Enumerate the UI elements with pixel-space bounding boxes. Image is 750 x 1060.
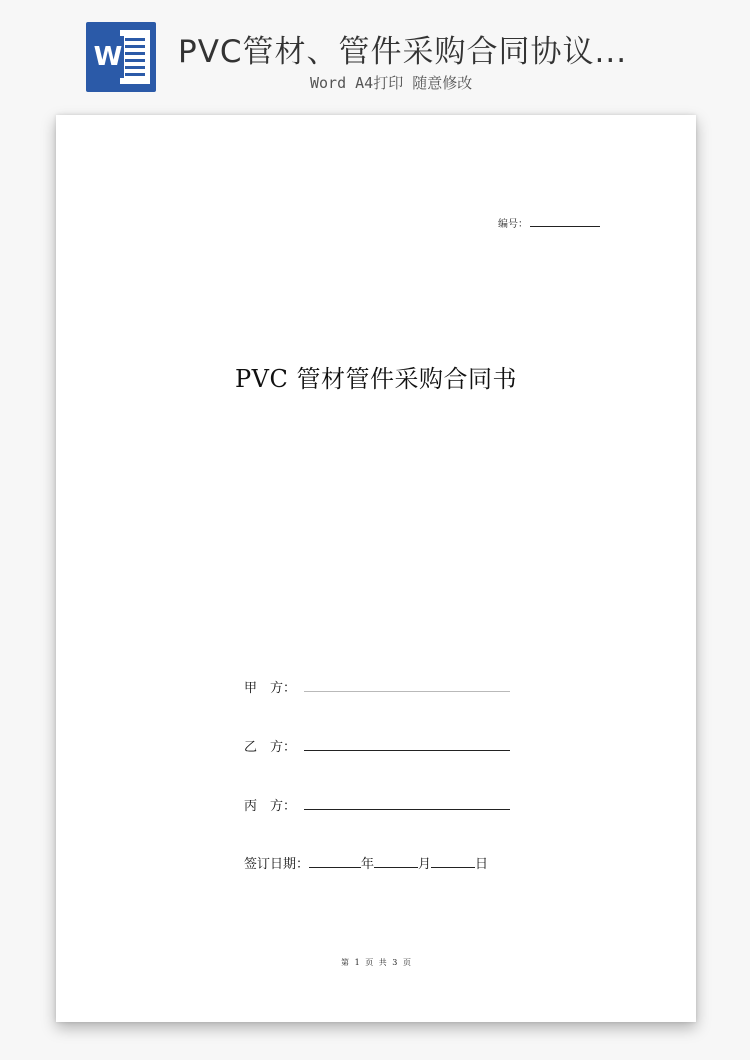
party-c-blank [304, 799, 510, 810]
party-a-label: 甲 方： [244, 681, 297, 696]
contract-number-blank [530, 216, 600, 227]
preview-header [0, 0, 750, 110]
day-blank [431, 857, 475, 868]
year-blank [309, 857, 361, 868]
day-label: 日 [475, 857, 489, 872]
document-title: PVC管材、管件采购合同协议... [178, 34, 628, 70]
sign-date-label: 签订日期： [244, 857, 310, 872]
sign-date-row [244, 853, 488, 872]
document-subtitle: Word A4打印 随意修改 [310, 74, 473, 92]
year-label: 年 [361, 857, 375, 872]
month-label: 月 [418, 857, 432, 872]
contract-number-label: 编号： [498, 219, 528, 230]
party-a-blank [304, 681, 510, 692]
word-icon-letter: W [92, 36, 124, 78]
party-c-row [244, 795, 510, 814]
contract-number-row [498, 215, 600, 230]
party-b-row [244, 736, 510, 755]
party-b-blank [304, 740, 510, 751]
page-footer: 第 1 页 共 3 页 [341, 958, 411, 967]
document-page [56, 115, 696, 1022]
month-blank [374, 857, 418, 868]
contract-title: PVC 管材管件采购合同书 [235, 365, 517, 393]
word-icon-page [120, 30, 150, 84]
word-document-icon [86, 22, 156, 92]
party-a-row [244, 677, 510, 696]
party-b-label: 乙 方： [244, 740, 297, 755]
party-c-label: 丙 方： [244, 799, 297, 814]
